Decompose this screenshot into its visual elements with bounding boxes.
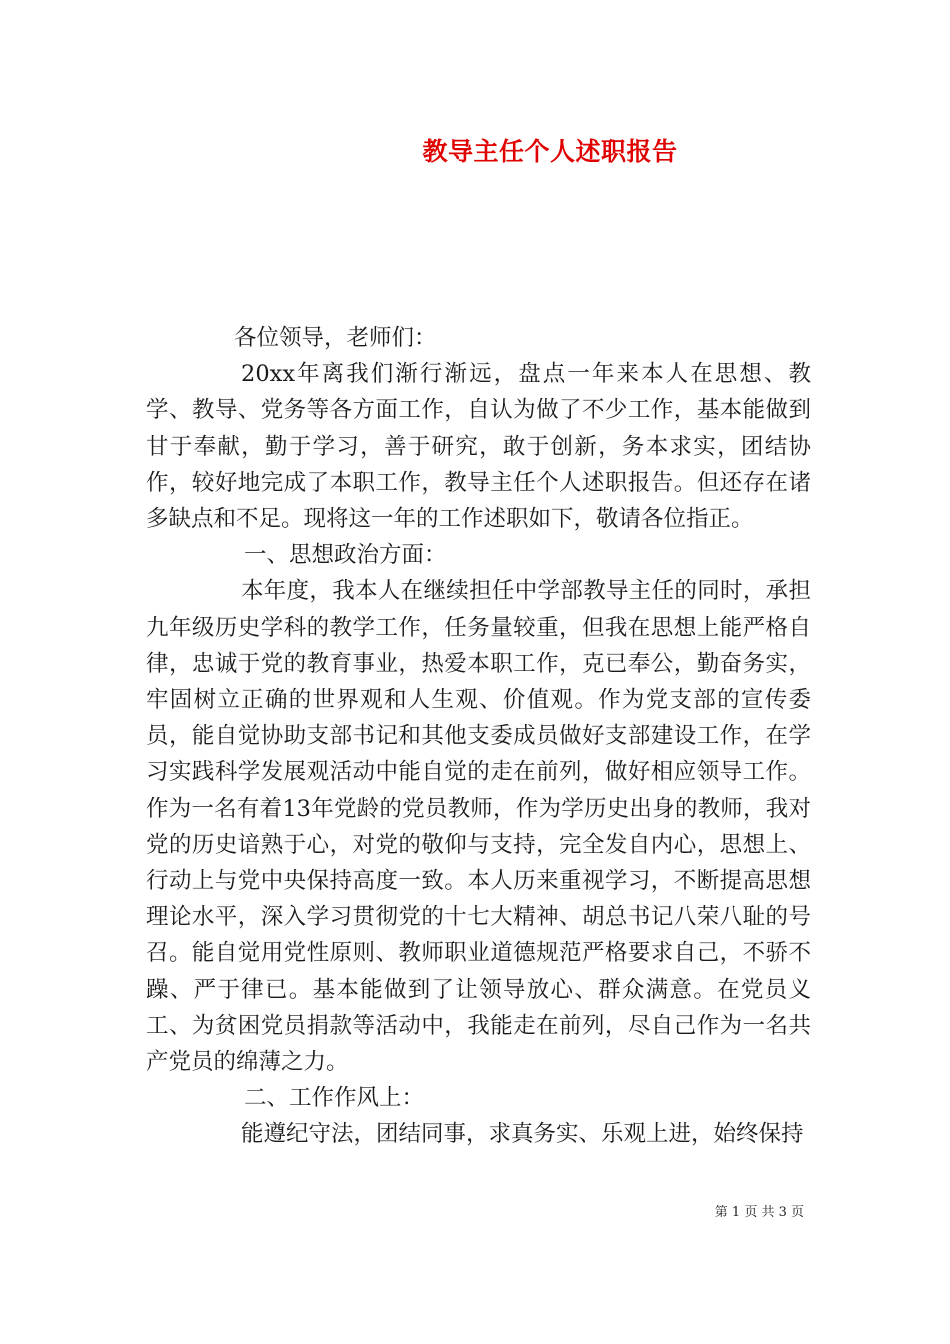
section-paragraph-2: 能遵纪守法，团结同事，求真务实、乐观上进，始终保持 xyxy=(241,1121,804,1148)
section-heading-2: 二、工作作风上： xyxy=(244,1085,425,1112)
document-body xyxy=(146,320,811,1153)
section-heading-1: 一、思想政治方面： xyxy=(244,542,447,569)
salutation: 各位领导，老师们： xyxy=(234,325,437,351)
page-indicator: 第 1 页 共 3 页 xyxy=(714,1205,804,1220)
section-paragraph-1: 本年度，我本人在继续担任中学部教导主任的同时，承担九年级历史学科的教学工作，任务量较重，但我在思想上能严格自律，忠诚于党的教育事业，热爱本职工作，克已奉公，勤奋务实，牢固树立正确的世界观和人生观、价值观。作为党支部的宣传委员，能自觉协助支部书记和其他支委成员做好支部建设工作，在学习实践科学发展观活动中能自觉的走在前列，做好相应领导工作。作为一名有着13年党龄的党员教师，作为学历史出身的教师，我对党的历史谙熟于心，对党的敬仰与支持，完全发自内心，思想上、行动上与党中央保持高度一致。本人历来重视学习，不断提高思想理论水平，深入学习贯彻党的十七大精神、胡总书记八荣八耻的号召。能自觉用党性原则、教师职业道德规范严格要求自己，不骄不躁、严于律已。基本能做到了让领导放心、群众满意。在党员义工、为贫困党员捐款等活动中，我能走在前列，尽自己作为一名共产党员的绵薄之力。 xyxy=(146,578,811,1076)
document-title: 教导主任个人述职报告 xyxy=(422,137,678,166)
intro-paragraph: 20xx年离我们渐行渐远，盘点一年来本人在思想、教学、教导、党务等各方面工作，自认为做了不少工作，基本能做到甘于奉献，勤于学习，善于研究，敢于创新，务本求实，团结协作，较好地完成了本职工作，教导主任个人述职报告。但还存在诸多缺点和不足。现将这一年的工作述职如下，敬请各位指正。 xyxy=(146,361,811,533)
